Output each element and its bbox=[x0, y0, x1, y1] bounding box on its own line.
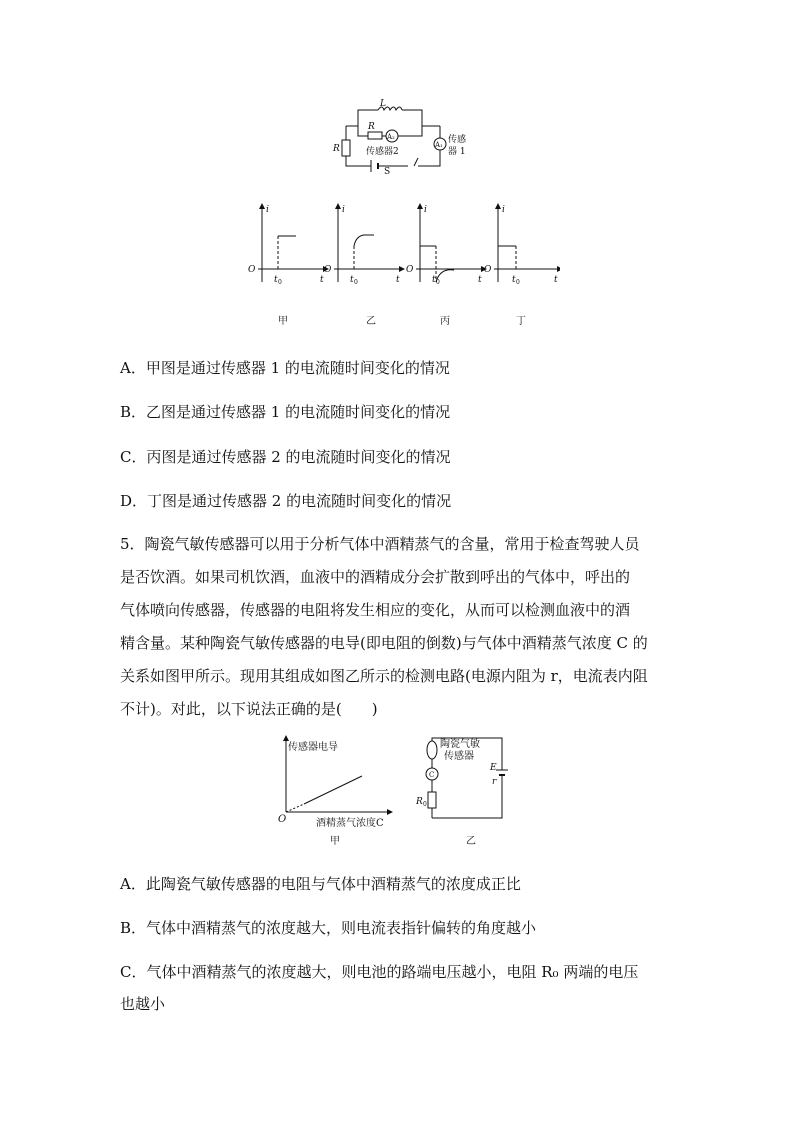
graph-origin: O bbox=[278, 814, 287, 825]
label-sensor2: 传感器2 bbox=[366, 147, 399, 157]
q5-stem bbox=[120, 528, 680, 726]
q5-line-4: 精含量。某种陶瓷气敏传感器的电导(即电阻的倒数)与气体中酒精蒸气浓度 C 的 bbox=[120, 634, 648, 652]
t0-yi: t bbox=[350, 275, 354, 285]
origin-ding: O bbox=[484, 265, 492, 275]
label-r0-sub: 0 bbox=[423, 801, 427, 808]
q5-option-c-line2: 也越小 bbox=[120, 995, 166, 1013]
graph-xlabel: 酒精蒸气浓度C bbox=[316, 818, 384, 829]
label-a2: A₂ bbox=[387, 133, 395, 141]
t0-sub-yi: 0 bbox=[354, 279, 358, 286]
t0-sub-jia: 0 bbox=[278, 279, 282, 286]
switch-s bbox=[414, 158, 418, 166]
meter-label: C bbox=[429, 771, 435, 779]
graph-jia bbox=[258, 204, 328, 282]
q5-line-5: 关系如图甲所示。现用其组成如图乙所示的检测电路(电源内阻为 r，电流表内阻 bbox=[120, 667, 648, 685]
q5-line-3: 气体喷向传感器，传感器的电阻将发生相应的变化，从而可以检测血液中的酒 bbox=[120, 601, 631, 619]
axis-i-yi: i bbox=[342, 205, 345, 215]
current-time-graphs bbox=[240, 200, 560, 330]
label-switch: S bbox=[384, 167, 391, 177]
q5-figures bbox=[270, 730, 530, 850]
q4-option-b: B．乙图是通过传感器 1 的电流随时间变化的情况 bbox=[120, 403, 451, 421]
graph-ylabel: 传感器电导 bbox=[288, 742, 338, 753]
q4-option-c: C．丙图是通过传感器 2 的电流随时间变化的情况 bbox=[120, 448, 451, 466]
gas-sensor bbox=[427, 741, 437, 759]
circuit-diagram-1 bbox=[326, 98, 466, 178]
graph-bing bbox=[416, 204, 486, 282]
axis-t-bing: t bbox=[478, 275, 482, 285]
origin-jia: O bbox=[248, 265, 256, 275]
axis-t-ding: t bbox=[554, 275, 558, 285]
q5-line-1: 5．陶瓷气敏传感器可以用于分析气体中酒精蒸气的含量，常用于检查驾驶人员 bbox=[120, 535, 640, 553]
circuit-label-yi: 乙 bbox=[466, 836, 476, 847]
q5-line-2: 是否饮酒。如果司机饮酒，血液中的酒精成分会扩散到呼出的气体中，呼出的 bbox=[120, 568, 631, 586]
label-r0: R bbox=[416, 797, 423, 807]
label-a1: A₁ bbox=[435, 141, 443, 149]
graph-yi bbox=[334, 204, 404, 282]
q5-option-c-line1: C．气体中酒精蒸气的浓度越大，则电池的路端电压越小，电阻 R₀ 两端的电压 bbox=[120, 963, 639, 981]
graph-ding bbox=[494, 204, 560, 282]
axis-i-bing: i bbox=[424, 205, 427, 215]
origin-yi: O bbox=[324, 265, 332, 275]
axis-i-jia: i bbox=[266, 205, 269, 215]
label-sensor1-line2: 器 1 bbox=[448, 147, 466, 157]
t0-sub-ding: 0 bbox=[516, 279, 520, 286]
graph-label-bing: 丙 bbox=[440, 316, 450, 327]
graph-label-jia: 甲 bbox=[278, 316, 288, 327]
label-sensor1: 传感 bbox=[448, 135, 466, 145]
graph-label-yi: 乙 bbox=[366, 316, 376, 327]
label-r-internal: r bbox=[492, 777, 497, 787]
q5-line-6: 不计)。对此，以下说法正确的是( ) bbox=[120, 700, 378, 718]
t0-sub-bing: 0 bbox=[436, 279, 440, 286]
q4-option-d: D．丁图是通过传感器 2 的电流随时间变化的情况 bbox=[120, 492, 452, 510]
axis-i-ding: i bbox=[502, 205, 505, 215]
q5-option-a: A．此陶瓷气敏传感器的电阻与气体中酒精蒸气的浓度成正比 bbox=[120, 875, 521, 893]
t0-bing: t bbox=[432, 275, 436, 285]
q5-option-b: B．气体中酒精蒸气的浓度越大，则电流表指针偏转的角度越小 bbox=[120, 919, 537, 937]
label-l: L bbox=[380, 99, 386, 109]
t0-ding: t bbox=[512, 275, 516, 285]
graph-label-jia: 甲 bbox=[330, 836, 340, 847]
sensor-label-line1: 陶瓷气敏 bbox=[440, 739, 480, 750]
label-e: E bbox=[490, 763, 497, 773]
sensor-label-line2: 传感器 bbox=[444, 751, 474, 762]
origin-bing: O bbox=[406, 265, 414, 275]
label-r-left: R bbox=[333, 144, 340, 154]
graph-label-ding: 丁 bbox=[516, 316, 526, 327]
t0-jia: t bbox=[274, 275, 278, 285]
axis-t-jia: t bbox=[320, 275, 324, 285]
axis-t-yi: t bbox=[396, 275, 400, 285]
label-r-inner: R bbox=[368, 122, 375, 132]
resistor-r0 bbox=[428, 792, 436, 808]
q4-option-a: A．甲图是通过传感器 1 的电流随时间变化的情况 bbox=[120, 359, 450, 377]
